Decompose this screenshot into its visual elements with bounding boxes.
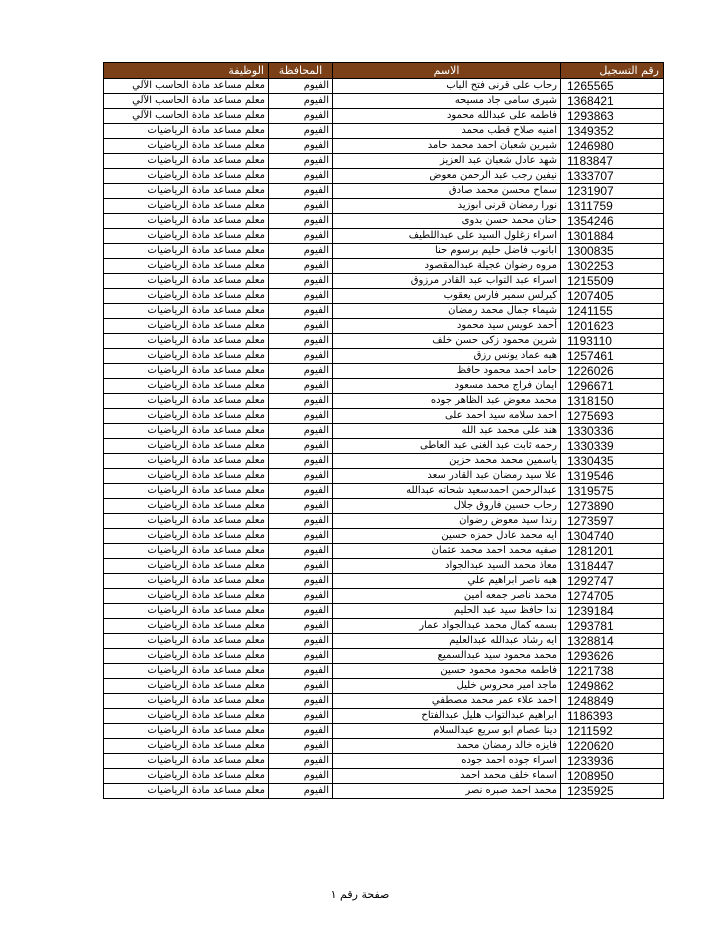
registration-cell: 1246980 [561, 139, 664, 154]
governorate-cell: الفيوم [269, 649, 333, 664]
job-cell: معلم مساعد مادة الرياضيات [104, 604, 269, 619]
governorate-cell: الفيوم [269, 79, 333, 94]
name-cell: ابانوب فاضل حليم برسوم حنا [333, 244, 561, 259]
job-cell: معلم مساعد مادة الرياضيات [104, 484, 269, 499]
governorate-cell: الفيوم [269, 739, 333, 754]
table-row [104, 274, 664, 289]
table-row [104, 259, 664, 274]
job-cell: معلم مساعد مادة الرياضيات [104, 529, 269, 544]
registration-cell: 1274705 [561, 589, 664, 604]
table-row [104, 514, 664, 529]
page-number-footer: صفحة رقم ١ [330, 888, 390, 901]
table-row [104, 529, 664, 544]
name-cell: محمد ناصر جمعه امين [333, 589, 561, 604]
job-cell: معلم مساعد مادة الرياضيات [104, 409, 269, 424]
registration-cell: 1235925 [561, 784, 664, 799]
name-cell: أحمد عويس سيد محمود [333, 319, 561, 334]
governorate-cell: الفيوم [269, 604, 333, 619]
name-cell: اسراء زغلول السيد على عبداللطيف [333, 229, 561, 244]
name-cell: سماح محسن محمد صادق [333, 184, 561, 199]
table-row [104, 319, 664, 334]
job-cell: معلم مساعد مادة الرياضيات [104, 199, 269, 214]
governorate-cell: الفيوم [269, 499, 333, 514]
table-row [104, 79, 664, 94]
job-cell: معلم مساعد مادة الرياضيات [104, 634, 269, 649]
table-row [104, 244, 664, 259]
registration-cell: 1300835 [561, 244, 664, 259]
job-cell: معلم مساعد مادة الرياضيات [104, 229, 269, 244]
name-cell: معاذ محمد السيد عبدالجواد [333, 559, 561, 574]
governorate-cell: الفيوم [269, 199, 333, 214]
name-cell: محمد معوض عبد الظاهر جوده [333, 394, 561, 409]
governorate-cell: الفيوم [269, 754, 333, 769]
table-body [104, 79, 664, 799]
registration-cell: 1354246 [561, 214, 664, 229]
job-cell: معلم مساعد مادة الرياضيات [104, 769, 269, 784]
name-cell: ياسمين محمد محمد حزين [333, 454, 561, 469]
name-cell: رحاب حسين فاروق جلال [333, 499, 561, 514]
name-cell: فايزه خالد رمضان محمد [333, 739, 561, 754]
governorate-cell: الفيوم [269, 349, 333, 364]
registration-cell: 1311759 [561, 199, 664, 214]
table-row [104, 649, 664, 664]
name-cell: صفيه محمد احمد محمد عثمان [333, 544, 561, 559]
governorate-cell: الفيوم [269, 259, 333, 274]
job-cell: معلم مساعد مادة الرياضيات [104, 214, 269, 229]
name-cell: رحمه ثابت عبد الغنى عبد العاطى [333, 439, 561, 454]
job-cell: معلم مساعد مادة الحاسب الآلي [104, 109, 269, 124]
registration-cell: 1241155 [561, 304, 664, 319]
governorate-cell: الفيوم [269, 409, 333, 424]
job-cell: معلم مساعد مادة الرياضيات [104, 694, 269, 709]
registration-cell: 1281201 [561, 544, 664, 559]
job-cell: معلم مساعد مادة الرياضيات [104, 289, 269, 304]
header-registration: رقم التسجيل [561, 63, 664, 79]
job-cell: معلم مساعد مادة الرياضيات [104, 139, 269, 154]
registration-cell: 1273597 [561, 514, 664, 529]
header-job: الوظيفة [104, 63, 269, 79]
table-row [104, 169, 664, 184]
table-row [104, 754, 664, 769]
name-cell: هبه عماد يونس رزق [333, 349, 561, 364]
table-row [104, 109, 664, 124]
registration-cell: 1330339 [561, 439, 664, 454]
registration-cell: 1233936 [561, 754, 664, 769]
governorate-cell: الفيوم [269, 589, 333, 604]
job-cell: معلم مساعد مادة الرياضيات [104, 364, 269, 379]
table-row [104, 469, 664, 484]
governorate-cell: الفيوم [269, 559, 333, 574]
job-cell: معلم مساعد مادة الرياضيات [104, 514, 269, 529]
governorate-cell: الفيوم [269, 229, 333, 244]
table-row [104, 199, 664, 214]
governorate-cell: الفيوم [269, 679, 333, 694]
job-cell: معلم مساعد مادة الرياضيات [104, 469, 269, 484]
table-row [104, 124, 664, 139]
job-cell: معلم مساعد مادة الرياضيات [104, 304, 269, 319]
job-cell: معلم مساعد مادة الرياضيات [104, 559, 269, 574]
table-row [104, 334, 664, 349]
registration-cell: 1293863 [561, 109, 664, 124]
registration-cell: 1302253 [561, 259, 664, 274]
name-cell: مروه رضوان عجيلة عبدالمقصود [333, 259, 561, 274]
name-cell: شهد عادل شعبان عبد العزيز [333, 154, 561, 169]
governorate-cell: الفيوم [269, 439, 333, 454]
governorate-cell: الفيوم [269, 784, 333, 799]
name-cell: عبدالرحمن احمدسعيد شحاته عبدالله [333, 484, 561, 499]
job-cell: معلم مساعد مادة الرياضيات [104, 319, 269, 334]
governorate-cell: الفيوم [269, 94, 333, 109]
governorate-cell: الفيوم [269, 169, 333, 184]
registration-cell: 1231907 [561, 184, 664, 199]
job-cell: معلم مساعد مادة الرياضيات [104, 439, 269, 454]
table-row [104, 184, 664, 199]
name-cell: ايه رشاد عبدالله عبدالعليم [333, 634, 561, 649]
registration-cell: 1328814 [561, 634, 664, 649]
table-row [104, 559, 664, 574]
table-row [104, 409, 664, 424]
name-cell: اسراء جوده احمد جوده [333, 754, 561, 769]
governorate-cell: الفيوم [269, 664, 333, 679]
name-cell: رحاب على قرنى فتح الباب [333, 79, 561, 94]
name-cell: ايه محمد عادل حمزه حسين [333, 529, 561, 544]
name-cell: علا سيد رمضان عبد القادر سعد [333, 469, 561, 484]
table-row [104, 229, 664, 244]
candidates-table [103, 62, 664, 799]
table-row [104, 784, 664, 799]
governorate-cell: الفيوم [269, 574, 333, 589]
job-cell: معلم مساعد مادة الرياضيات [104, 124, 269, 139]
name-cell: حنان محمد حسن بدوى [333, 214, 561, 229]
registration-cell: 1186393 [561, 709, 664, 724]
governorate-cell: الفيوم [269, 709, 333, 724]
registration-cell: 1207405 [561, 289, 664, 304]
governorate-cell: الفيوم [269, 139, 333, 154]
registration-cell: 1183847 [561, 154, 664, 169]
governorate-cell: الفيوم [269, 544, 333, 559]
name-cell: ندا حافظ سيد عبد الحليم [333, 604, 561, 619]
table-row [104, 679, 664, 694]
table-row [104, 634, 664, 649]
name-cell: شيرين شعبان احمد محمد حامد [333, 139, 561, 154]
table-row [104, 454, 664, 469]
job-cell: معلم مساعد مادة الرياضيات [104, 334, 269, 349]
governorate-cell: الفيوم [269, 514, 333, 529]
governorate-cell: الفيوم [269, 304, 333, 319]
registration-cell: 1293626 [561, 649, 664, 664]
name-cell: بسمه كمال محمد عبدالجواد عمار [333, 619, 561, 634]
governorate-cell: الفيوم [269, 424, 333, 439]
table-row [104, 304, 664, 319]
table-row [104, 694, 664, 709]
name-cell: فاطمه على عبدالله محمود [333, 109, 561, 124]
table-row [104, 484, 664, 499]
job-cell: معلم مساعد مادة الرياضيات [104, 589, 269, 604]
job-cell: معلم مساعد مادة الرياضيات [104, 619, 269, 634]
registration-cell: 1368421 [561, 94, 664, 109]
job-cell: معلم مساعد مادة الرياضيات [104, 274, 269, 289]
governorate-cell: الفيوم [269, 634, 333, 649]
registration-cell: 1333707 [561, 169, 664, 184]
name-cell: اسماء خلف محمد احمد [333, 769, 561, 784]
registration-cell: 1201623 [561, 319, 664, 334]
registration-cell: 1220620 [561, 739, 664, 754]
registration-cell: 1319546 [561, 469, 664, 484]
name-cell: محمد احمد صبره نصر [333, 784, 561, 799]
job-cell: معلم مساعد مادة الرياضيات [104, 664, 269, 679]
table-row [104, 394, 664, 409]
name-cell: هبه ناصر ابراهيم علي [333, 574, 561, 589]
name-cell: احمد علاء عمر محمد مصطفي [333, 694, 561, 709]
name-cell: محمد محمود سيد عبدالسميع [333, 649, 561, 664]
name-cell: رندا سيد معوض رضوان [333, 514, 561, 529]
table-row [104, 604, 664, 619]
table-row [104, 739, 664, 754]
table-row [104, 379, 664, 394]
table-row [104, 499, 664, 514]
table-row [104, 94, 664, 109]
name-cell: كيرلس سمير فارس يعقوب [333, 289, 561, 304]
job-cell: معلم مساعد مادة الرياضيات [104, 244, 269, 259]
registration-cell: 1349352 [561, 124, 664, 139]
table-row [104, 664, 664, 679]
registration-cell: 1330435 [561, 454, 664, 469]
name-cell: ابراهيم عبدالتواب هليل عبدالفتاح [333, 709, 561, 724]
name-cell: شيرى سامى جاد مسيحه [333, 94, 561, 109]
table-row [104, 724, 664, 739]
table-row [104, 574, 664, 589]
name-cell: نورا رمضان قرنى ابوزيد [333, 199, 561, 214]
governorate-cell: الفيوم [269, 214, 333, 229]
registration-cell: 1265565 [561, 79, 664, 94]
name-cell: دينا عصام ابو سريع عبدالسلام [333, 724, 561, 739]
job-cell: معلم مساعد مادة الرياضيات [104, 709, 269, 724]
job-cell: معلم مساعد مادة الحاسب الآلي [104, 79, 269, 94]
name-cell: اسراء عبد التواب عبد القادر مرزوق [333, 274, 561, 289]
registration-cell: 1301884 [561, 229, 664, 244]
job-cell: معلم مساعد مادة الرياضيات [104, 754, 269, 769]
name-cell: شرين محمود زكى حسن خلف [333, 334, 561, 349]
name-cell: امنيه صلاح قطب محمد [333, 124, 561, 139]
name-cell: حامد احمد محمود حافظ [333, 364, 561, 379]
governorate-cell: الفيوم [269, 274, 333, 289]
job-cell: معلم مساعد مادة الرياضيات [104, 649, 269, 664]
registration-cell: 1318447 [561, 559, 664, 574]
job-cell: معلم مساعد مادة الرياضيات [104, 724, 269, 739]
table-header-row [104, 63, 664, 79]
table-row [104, 619, 664, 634]
governorate-cell: الفيوم [269, 619, 333, 634]
governorate-cell: الفيوم [269, 769, 333, 784]
registration-cell: 1239184 [561, 604, 664, 619]
governorate-cell: الفيوم [269, 454, 333, 469]
job-cell: معلم مساعد مادة الرياضيات [104, 184, 269, 199]
registration-cell: 1273890 [561, 499, 664, 514]
job-cell: معلم مساعد مادة الرياضيات [104, 259, 269, 274]
table-row [104, 769, 664, 784]
job-cell: معلم مساعد مادة الرياضيات [104, 574, 269, 589]
governorate-cell: الفيوم [269, 469, 333, 484]
name-cell: ايمان فراج محمد مسعود [333, 379, 561, 394]
name-cell: ماجد امير محروس خليل [333, 679, 561, 694]
governorate-cell: الفيوم [269, 529, 333, 544]
governorate-cell: الفيوم [269, 484, 333, 499]
governorate-cell: الفيوم [269, 394, 333, 409]
registration-cell: 1248849 [561, 694, 664, 709]
table-row [104, 364, 664, 379]
job-cell: معلم مساعد مادة الرياضيات [104, 349, 269, 364]
job-cell: معلم مساعد مادة الرياضيات [104, 394, 269, 409]
job-cell: معلم مساعد مادة الرياضيات [104, 454, 269, 469]
governorate-cell: الفيوم [269, 379, 333, 394]
registration-cell: 1319575 [561, 484, 664, 499]
registration-cell: 1296671 [561, 379, 664, 394]
governorate-cell: الفيوم [269, 289, 333, 304]
registration-cell: 1275693 [561, 409, 664, 424]
table-row [104, 544, 664, 559]
job-cell: معلم مساعد مادة الرياضيات [104, 379, 269, 394]
governorate-cell: الفيوم [269, 334, 333, 349]
governorate-cell: الفيوم [269, 154, 333, 169]
job-cell: معلم مساعد مادة الحاسب الآلي [104, 94, 269, 109]
governorate-cell: الفيوم [269, 184, 333, 199]
table-row [104, 424, 664, 439]
registration-cell: 1257461 [561, 349, 664, 364]
job-cell: معلم مساعد مادة الرياضيات [104, 424, 269, 439]
job-cell: معلم مساعد مادة الرياضيات [104, 544, 269, 559]
results-sheet [104, 62, 664, 799]
job-cell: معلم مساعد مادة الرياضيات [104, 679, 269, 694]
table-row [104, 139, 664, 154]
governorate-cell: الفيوم [269, 364, 333, 379]
name-cell: فاطمه محمود محمود حسين [333, 664, 561, 679]
name-cell: احمد سلامه سيد احمد على [333, 409, 561, 424]
governorate-cell: الفيوم [269, 244, 333, 259]
header-governorate: المحافظة [269, 63, 333, 79]
registration-cell: 1292747 [561, 574, 664, 589]
job-cell: معلم مساعد مادة الرياضيات [104, 739, 269, 754]
name-cell: هند على محمد عبد الله [333, 424, 561, 439]
table-row [104, 589, 664, 604]
registration-cell: 1211592 [561, 724, 664, 739]
job-cell: معلم مساعد مادة الرياضيات [104, 499, 269, 514]
registration-cell: 1226026 [561, 364, 664, 379]
table-row [104, 439, 664, 454]
registration-cell: 1318150 [561, 394, 664, 409]
job-cell: معلم مساعد مادة الرياضيات [104, 154, 269, 169]
governorate-cell: الفيوم [269, 109, 333, 124]
table-row [104, 709, 664, 724]
registration-cell: 1249862 [561, 679, 664, 694]
name-cell: نيفين رجب عبد الرحمن معوض [333, 169, 561, 184]
registration-cell: 1330336 [561, 424, 664, 439]
registration-cell: 1193110 [561, 334, 664, 349]
registration-cell: 1304740 [561, 529, 664, 544]
table-row [104, 154, 664, 169]
governorate-cell: الفيوم [269, 724, 333, 739]
table-row [104, 214, 664, 229]
job-cell: معلم مساعد مادة الرياضيات [104, 169, 269, 184]
registration-cell: 1221738 [561, 664, 664, 679]
header-name: الاسم [333, 63, 561, 79]
governorate-cell: الفيوم [269, 694, 333, 709]
registration-cell: 1208950 [561, 769, 664, 784]
name-cell: شيماء جمال محمد رمضان [333, 304, 561, 319]
governorate-cell: الفيوم [269, 319, 333, 334]
governorate-cell: الفيوم [269, 124, 333, 139]
registration-cell: 1215509 [561, 274, 664, 289]
registration-cell: 1293781 [561, 619, 664, 634]
table-row [104, 289, 664, 304]
table-row [104, 349, 664, 364]
job-cell: معلم مساعد مادة الرياضيات [104, 784, 269, 799]
